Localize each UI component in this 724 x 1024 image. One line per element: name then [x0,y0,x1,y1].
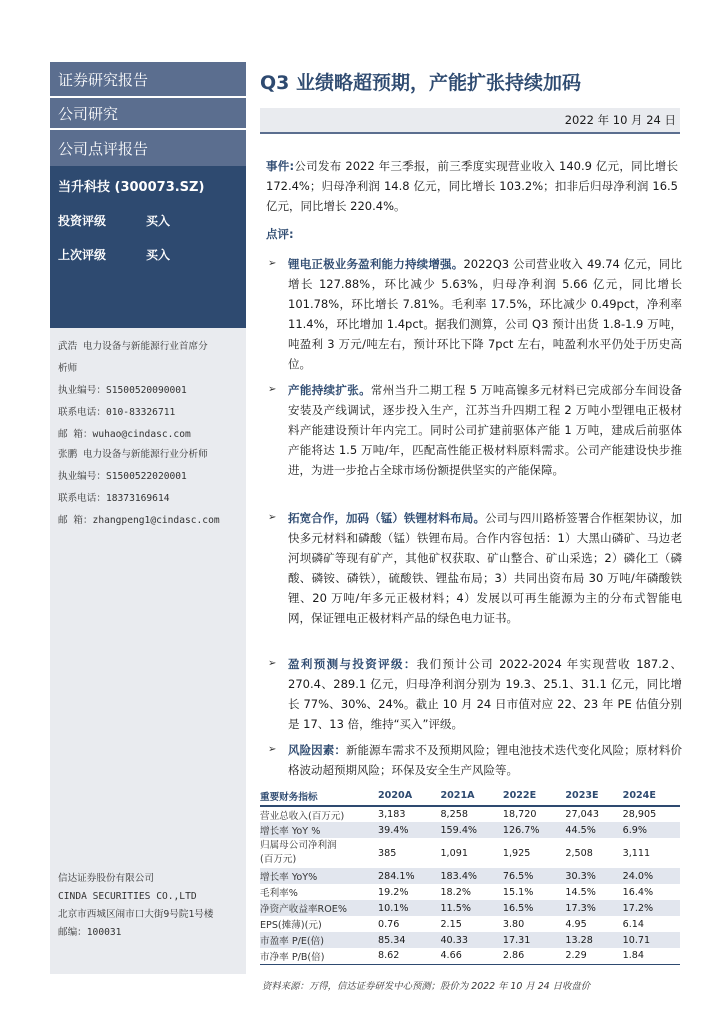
table-cell: 14.5% [565,886,596,898]
rating-label: 投资评级 [58,214,107,228]
row-label: 增长率 YoY% [260,868,378,884]
row-label: 净资产收益率ROE% [260,900,378,916]
table-row [260,838,680,868]
table-row [260,868,680,884]
company-address: 北京市西城区闹市口大街9号院1号楼 [58,909,214,920]
bullet-key: 锂电正极业务盈利能力持续增强。 [288,257,464,271]
analyst-cert: 执业编号：S1500522020001 [58,471,187,482]
table-cell: 18.2% [440,886,471,898]
arrow-bullet-icon: ➢ [268,384,277,395]
company-name-cn: 信达证券股份有限公司 [58,873,154,884]
bullet-key: 拓宽合作，加码（锰）铁锂材料布局。 [288,511,486,525]
bullet-text: 常州当升二期工程 5 万吨高镍多元材料已完成部分车间设备安装及产线调试，逐步投入生产，江苏当升四期工程 2 万吨小型锂电正极材料产能建设预计年内完工。同时公司扩建前驱体产能 1 万吨，建成后前驱体产能将达 1.5 万吨/年，匹配高性能正极材料原料需求。公司产能建设快步推进，为进一步抢占全球市场份额提供坚实的产能保障。 [288,383,683,477]
table-cell: 13.28 [565,932,622,948]
row-label: EPS(摊薄)(元) [260,920,322,931]
table-header-row [260,786,680,806]
event-paragraph [266,156,678,216]
arrow-bullet-icon: ➢ [268,744,277,755]
table-cell: 284.1% [378,868,440,884]
table-cell: 17.3% [565,900,622,916]
table-cell: 4.95 [565,918,587,930]
table-row [260,884,680,900]
table-cell: 2.15 [440,918,462,930]
comment-heading [266,224,678,244]
analyst-name: 张鹏 电力设备与新能源行业分析师 [58,449,208,460]
comment-label: 点评: [266,227,294,241]
analyst-title-cont: 析师 [58,363,78,374]
table-cell: 18,720 [502,809,537,820]
row-label: 市盈率 P/E(倍) [260,932,378,948]
analyst-panel [50,328,246,974]
table-cell: 2,508 [565,847,593,859]
analyst-email[interactable]: 邮 箱：zhangpeng1@cindasc.com [58,515,220,526]
table-cell: 159.4% [440,822,502,838]
row-label: 市净率 P/B(倍) [260,948,378,964]
report-date: 2022 年 10 月 24 日 [260,108,680,132]
table-header: 2024E [623,786,680,806]
table-cell: 19.2% [378,886,409,898]
table-cell: 2.29 [565,948,622,964]
table-cell: 1.84 [623,948,680,964]
table-cell: 385 [378,847,397,859]
header-divider [260,132,680,134]
table-cell: 126.7% [503,822,565,838]
table-cell: 40.33 [440,932,502,948]
table-header: 重要财务指标 [260,786,378,806]
row-label: 毛利率% [260,888,298,899]
row-label: 增长率 YoY % [260,822,378,838]
rating-value: 买入 [146,214,171,228]
company-rating-box [50,166,246,328]
company-ticker: 当升科技 (300073.SZ) [58,180,205,195]
table-cell: 2.86 [503,948,565,964]
table-cell: 30.3% [565,868,622,884]
table-row [260,948,680,964]
company-info [58,870,213,942]
table-cell: 16.5% [503,900,565,916]
table-cell: 183.4% [440,868,502,884]
analyst-block [58,336,242,446]
table-row [260,822,680,838]
bullet-text: 2022Q3 公司营业收入 49.74 亿元，同比增长 127.88%，环比减少 5.63%，归母净利润 5.66 亿元，同比增长 101.78%，环比增长 7.81%。毛利率 17.5%，环比减少 0.49pct，净利率 11.4%，环比增加 1.4pct。据我们测算，公司 Q3 预计出货 1.8-1.9 万吨，吨盈利 3 万元/吨左右，预计环比下降 7pct 左右，吨盈利水平仍处于历史高位。 [288,257,682,371]
analyst-phone: 联系电话：18373169614 [58,493,170,504]
report-subtype-band [50,130,246,166]
arrow-bullet-icon: ➢ [268,258,277,269]
report-type-label: 证券研究报告 [58,70,149,89]
table-cell: 15.1% [502,886,534,898]
row-label [260,838,378,868]
research-category-label: 公司研究 [58,104,119,123]
table-cell: 10.71 [623,932,680,948]
sidebar [50,62,246,974]
table-cell: 39.4% [378,822,440,838]
arrow-bullet-icon: ➢ [268,658,277,669]
table-row [260,916,680,932]
table-source-note: 资料来源：万得，信达证券研发中心预测；股价为 2022 年 10 月 24 日收盘价 [262,981,591,992]
table-cell: 1,925 [502,847,531,859]
bullet-key: 产能持续扩张。 [288,383,371,397]
research-category-band [50,98,246,128]
bullet-text: 公司与四川路桥签署合作框架协议，加快多元材料和磷酸（锰）铁锂布局。合作内容包括：1）大黑山磷矿、马边老河坝磷矿等现有矿产，其他矿权获取、矿山整合、矿山采选；2）磷化工（磷酸、磷铵、磷铁），硫酸铁、锂盐布局；3）共同出资布局 30 万吨/年磷酸铁锂、20 万吨/年多元正极材料；4）发展以可再生能源为主的分布式智能电网，保证锂电正极材料产品的绿色电力证书。 [288,511,682,625]
table-cell: 4.66 [440,948,502,964]
rating-label: 上次评级 [58,248,107,262]
table-cell: 11.5% [440,900,502,916]
table-header: 2023E [565,786,622,806]
table-cell: 3,183 [378,809,406,820]
analyst-phone: 联系电话：010-83326711 [58,407,176,418]
table-cell: 28,905 [622,809,657,820]
analyst-name: 武浩 电力设备与新能源行业首席分 [58,341,208,352]
table-row [260,932,680,948]
company-name-en: CINDA SECURITIES CO.,LTD [58,891,197,902]
table-cell: 8,258 [440,809,468,820]
analyst-email[interactable]: 邮 箱：wuhao@cindasc.com [58,429,191,440]
table-cell: 10.1% [378,900,440,916]
table-cell: 16.4% [622,886,654,898]
table-header: 2021A [440,786,502,806]
event-label: 事件: [266,159,295,173]
table-row [260,806,680,822]
report-headline: Q3 业绩略超预期，产能扩张持续加码 [260,72,581,94]
bullet-key: 盈利预测与投资评级： [288,657,417,671]
event-text: 公司发布 2022 年三季报，前三季度实现营业收入 140.9 亿元，同比增长 172.4%；归母净利润 14.8 亿元，同比增长 103.2%；扣非后归母净利润 16.5 亿元，同比增长 220.4%。 [266,159,678,213]
bullet-key: 风险因素： [288,743,346,757]
table-cell: 76.5% [503,868,565,884]
table-cell: 24.0% [623,868,680,884]
report-type-band [50,62,246,96]
analyst-block [58,444,242,532]
table-cell: 17.2% [623,900,680,916]
financial-metrics-table [260,786,680,965]
table-cell: 3,111 [622,847,651,859]
row-label-line1: 归属母公司净利润 [260,840,337,851]
table-cell: 1,091 [440,847,468,859]
table-cell: 3.80 [502,918,525,930]
table-cell: 6.9% [623,822,680,838]
table-cell: 17.31 [503,932,565,948]
report-subtype-label: 公司点评报告 [58,139,149,158]
arrow-bullet-icon: ➢ [268,512,277,523]
analyst-cert: 执业编号：S1500520090001 [58,385,187,396]
table-header: 2020A [378,786,440,806]
table-cell: 85.34 [378,932,440,948]
current-rating-row [58,212,171,229]
table-cell: 27,043 [565,809,599,820]
rating-value: 买入 [146,248,171,262]
table-cell: 44.5% [565,822,622,838]
table-cell: 8.62 [378,948,440,964]
table-cell: 0.76 [378,918,400,930]
table-row [260,900,680,916]
row-label-line2: (百万元) [260,854,297,865]
row-label: 营业总收入(百万元) [260,810,345,822]
company-postcode: 邮编：100031 [58,927,122,938]
bullet-text: 我们预计公司 2022-2024 年实现营收 187.2、270.4、289.1 亿元，归母净利润分别为 19.3、25.1、31.1 亿元，同比增长 77%、30%、24%。截止 10 月 24 日市值对应 22、23 年 PE 估值分别是 17、13 倍，维持“买入”评级。 [288,657,683,731]
bullet-text: 新能源车需求不及预期风险；锂电池技术迭代变化风险；原材料价格波动超预期风险；环保及安全生产风险等。 [288,743,683,777]
previous-rating-row [58,246,171,263]
table-header: 2022E [503,786,565,806]
table-cell: 6.14 [622,918,645,930]
